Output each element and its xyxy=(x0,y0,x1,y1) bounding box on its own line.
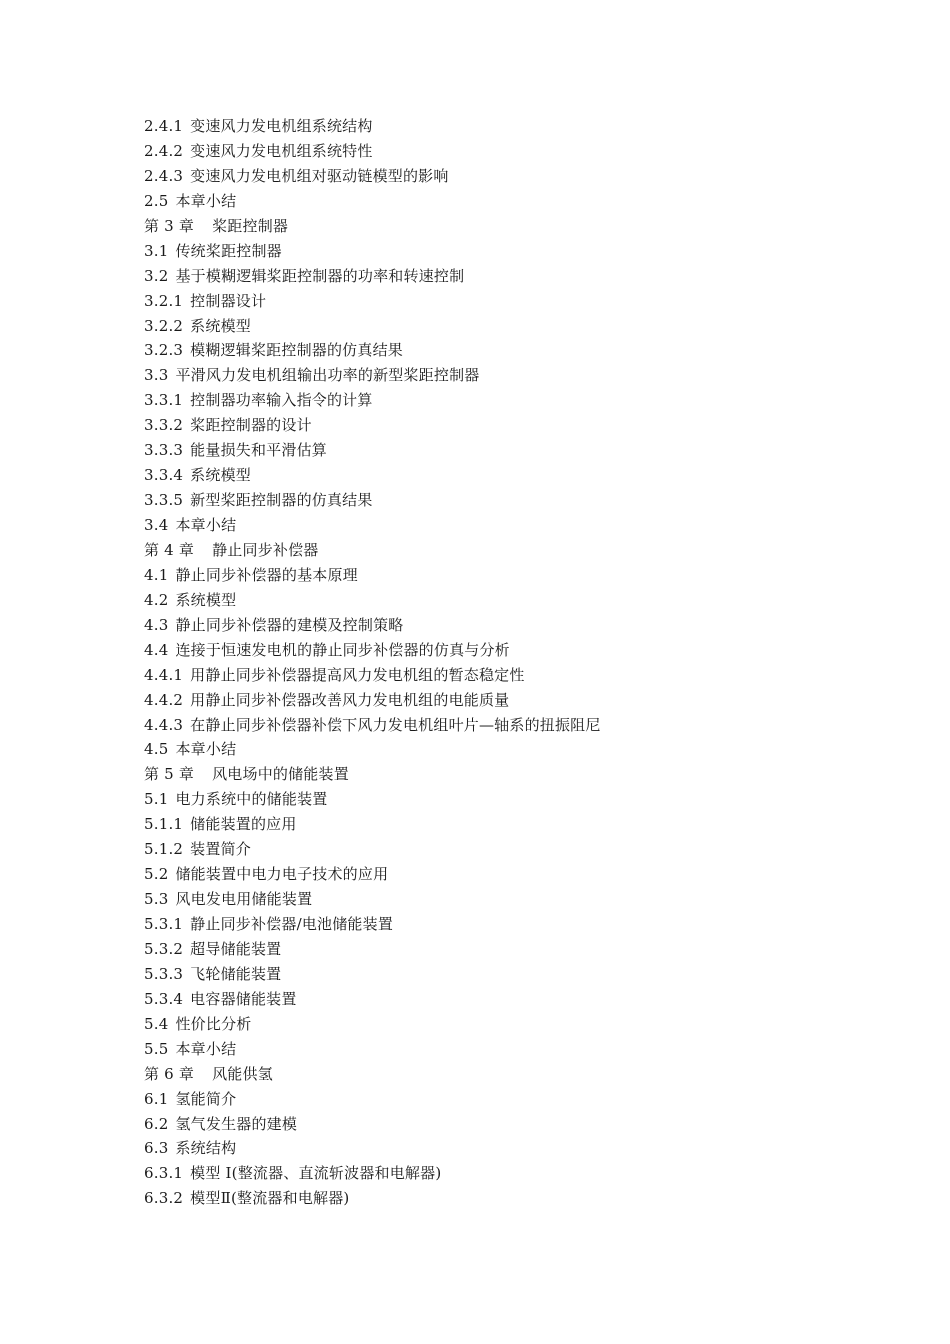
toc-entry-number: 5.1 xyxy=(144,790,169,809)
toc-entry-title: 静止同步补偿器的建模及控制策略 xyxy=(175,615,404,634)
toc-entry-number: 3.3.3 xyxy=(144,441,184,460)
toc-entry xyxy=(144,887,904,912)
toc-entry-title: 控制器功率输入指令的计算 xyxy=(190,391,373,410)
toc-entry xyxy=(144,737,904,762)
toc-entry-number: 3.2 xyxy=(144,266,169,285)
toc-entry xyxy=(144,114,904,139)
toc-entry-title: 模型 I(整流器、直流斩波器和电解器) xyxy=(190,1164,442,1183)
toc-entry xyxy=(144,937,904,962)
toc-entry-title: 电容器储能装置 xyxy=(190,989,297,1008)
toc-entry-number: 第 5 章 xyxy=(144,765,195,784)
toc-entry xyxy=(144,563,904,588)
toc-entry-number: 4.1 xyxy=(144,565,169,584)
toc-entry xyxy=(144,688,904,713)
toc-entry-number: 3.3 xyxy=(144,366,169,385)
toc-entry-title: 模糊逻辑桨距控制器的仿真结果 xyxy=(190,341,403,360)
toc-entry-title: 用静止同步补偿器提高风力发电机组的暂态稳定性 xyxy=(190,665,525,684)
toc-entry-title: 储能装置的应用 xyxy=(190,815,297,834)
toc-entry-number: 5.1.2 xyxy=(144,840,184,859)
toc-entry-title: 静止同步补偿器 xyxy=(212,540,319,559)
toc-entry-title: 传统桨距控制器 xyxy=(175,241,282,260)
toc-entry xyxy=(144,463,904,488)
toc-entry-number: 3.2.1 xyxy=(144,291,184,310)
toc-entry-number: 4.4.2 xyxy=(144,690,184,709)
toc-entry xyxy=(144,189,904,214)
toc-entry-title: 静止同步补偿器的基本原理 xyxy=(175,565,358,584)
toc-entry-number: 5.4 xyxy=(144,1014,169,1033)
toc-entry xyxy=(144,289,904,314)
toc-entry-number: 4.3 xyxy=(144,615,169,634)
toc-entry-number: 3.3.2 xyxy=(144,416,184,435)
toc-entry-number: 5.3 xyxy=(144,890,169,909)
toc-entry-number: 第 4 章 xyxy=(144,540,195,559)
toc-entry xyxy=(144,488,904,513)
toc-entry xyxy=(144,588,904,613)
toc-entry-title: 变速风力发电机组系统特性 xyxy=(190,141,373,160)
toc-entry-title: 桨距控制器的设计 xyxy=(190,416,312,435)
toc-chapter-heading xyxy=(144,762,904,787)
toc-entry xyxy=(144,713,904,738)
toc-entry xyxy=(144,164,904,189)
toc-entry xyxy=(144,613,904,638)
toc-entry-title: 系统模型 xyxy=(190,466,251,485)
toc-entry xyxy=(144,413,904,438)
toc-entry-title: 装置简介 xyxy=(190,840,251,859)
toc-entry xyxy=(144,1087,904,1112)
toc-entry xyxy=(144,862,904,887)
toc-entry-number: 5.5 xyxy=(144,1039,169,1058)
toc-entry-title: 本章小结 xyxy=(175,191,237,210)
toc-entry-number: 6.3.1 xyxy=(144,1164,184,1183)
toc-entry xyxy=(144,388,904,413)
toc-entry-number: 3.4 xyxy=(144,516,169,534)
toc-entry xyxy=(144,239,904,264)
toc-entry-title: 氢能简介 xyxy=(175,1089,237,1108)
toc-entry-title: 系统结构 xyxy=(175,1139,237,1158)
toc-entry-number: 3.3.5 xyxy=(144,491,184,510)
toc-entry-number: 6.2 xyxy=(144,1114,169,1133)
toc-entry-title: 连接于恒速发电机的静止同步补偿器的仿真与分析 xyxy=(175,640,510,659)
toc-entry-number: 6.3 xyxy=(144,1139,169,1158)
toc-entry-title: 飞轮储能装置 xyxy=(190,964,282,983)
toc-entry-title: 模型Ⅱ(整流器和电解器) xyxy=(190,1189,350,1208)
toc-entry-title: 平滑风力发电机组输出功率的新型桨距控制器 xyxy=(175,366,480,385)
toc-entry-number: 3.3.4 xyxy=(144,466,184,485)
table-of-contents xyxy=(144,114,904,1211)
toc-entry xyxy=(144,837,904,862)
toc-entry xyxy=(144,513,904,538)
toc-chapter-heading xyxy=(144,1062,904,1087)
toc-entry-title: 储能装置中电力电子技术的应用 xyxy=(175,865,389,884)
toc-entry xyxy=(144,1012,904,1037)
toc-entry xyxy=(144,264,904,289)
toc-entry xyxy=(144,139,904,164)
toc-entry xyxy=(144,787,904,812)
toc-entry-title: 氢气发生器的建模 xyxy=(175,1114,298,1133)
toc-entry-title: 电力系统中的储能装置 xyxy=(175,790,328,809)
toc-entry-number: 5.3.1 xyxy=(144,915,184,933)
toc-entry xyxy=(144,314,904,339)
toc-entry-number: 3.1 xyxy=(144,241,169,260)
toc-entry-number: 6.3.2 xyxy=(144,1189,184,1208)
toc-entry-title: 桨距控制器 xyxy=(212,216,289,235)
toc-entry xyxy=(144,1037,904,1062)
toc-entry-title: 性价比分析 xyxy=(175,1014,252,1033)
toc-entry-number: 4.4.3 xyxy=(144,715,184,734)
toc-entry-title: 本章小结 xyxy=(175,516,237,534)
toc-entry-number: 3.2.3 xyxy=(144,341,184,360)
toc-entry xyxy=(144,1136,904,1161)
toc-entry-title: 新型桨距控制器的仿真结果 xyxy=(190,491,373,510)
toc-entry-number: 第 3 章 xyxy=(144,216,195,235)
toc-entry xyxy=(144,1112,904,1137)
toc-entry-number: 4.2 xyxy=(144,590,169,609)
toc-entry-title: 系统模型 xyxy=(190,316,251,335)
toc-entry-number: 5.3.3 xyxy=(144,964,184,983)
toc-entry xyxy=(144,363,904,388)
toc-entry-title: 变速风力发电机组对驱动链模型的影响 xyxy=(190,166,449,185)
toc-entry-title: 本章小结 xyxy=(175,1039,237,1058)
toc-chapter-heading xyxy=(144,538,904,563)
toc-entry xyxy=(144,962,904,987)
toc-entry-title: 变速风力发电机组系统结构 xyxy=(190,117,373,135)
toc-entry-title: 控制器设计 xyxy=(190,291,267,310)
toc-entry-number: 5.2 xyxy=(144,865,169,884)
toc-entry-title: 系统模型 xyxy=(175,590,237,609)
toc-entry-title: 风电场中的储能装置 xyxy=(212,765,349,784)
toc-entry-title: 能量损失和平滑估算 xyxy=(190,441,327,460)
toc-entry xyxy=(144,338,904,363)
toc-entry-title: 超导储能装置 xyxy=(190,939,282,958)
toc-entry xyxy=(144,1161,904,1186)
toc-entry-title: 在静止同步补偿器补偿下风力发电机组叶片—轴系的扭振阻尼 xyxy=(190,715,601,734)
toc-entry-number: 3.3.1 xyxy=(144,391,184,410)
toc-entry xyxy=(144,438,904,463)
toc-entry-title: 风电发电用储能装置 xyxy=(175,890,313,909)
toc-entry-title: 静止同步补偿器/电池储能装置 xyxy=(190,915,394,933)
toc-entry xyxy=(144,812,904,837)
toc-entry-number: 第 6 章 xyxy=(144,1064,195,1083)
toc-entry-title: 基于模糊逻辑桨距控制器的功率和转速控制 xyxy=(175,266,465,285)
toc-entry-number: 5.3.2 xyxy=(144,939,184,958)
toc-entry-number: 5.3.4 xyxy=(144,989,184,1008)
toc-entry-title: 本章小结 xyxy=(175,740,237,759)
toc-entry xyxy=(144,638,904,663)
toc-entry xyxy=(144,663,904,688)
toc-entry-number: 3.2.2 xyxy=(144,316,184,335)
toc-entry-title: 风能供氢 xyxy=(212,1064,273,1083)
toc-entry xyxy=(144,1186,904,1211)
toc-entry xyxy=(144,987,904,1012)
toc-chapter-heading xyxy=(144,214,904,239)
toc-entry-number: 2.5 xyxy=(144,191,169,210)
toc-entry xyxy=(144,912,904,937)
toc-entry-title: 用静止同步补偿器改善风力发电机组的电能质量 xyxy=(190,690,510,709)
toc-entry-number: 5.1.1 xyxy=(144,815,184,834)
toc-entry-number: 4.4 xyxy=(144,640,169,659)
toc-entry-number: 4.5 xyxy=(144,740,169,759)
toc-entry-number: 2.4.2 xyxy=(144,141,184,160)
toc-entry-number: 2.4.1 xyxy=(144,117,184,135)
toc-entry-number: 2.4.3 xyxy=(144,166,184,185)
toc-entry-number: 6.1 xyxy=(144,1089,169,1108)
toc-entry-number: 4.4.1 xyxy=(144,665,184,684)
